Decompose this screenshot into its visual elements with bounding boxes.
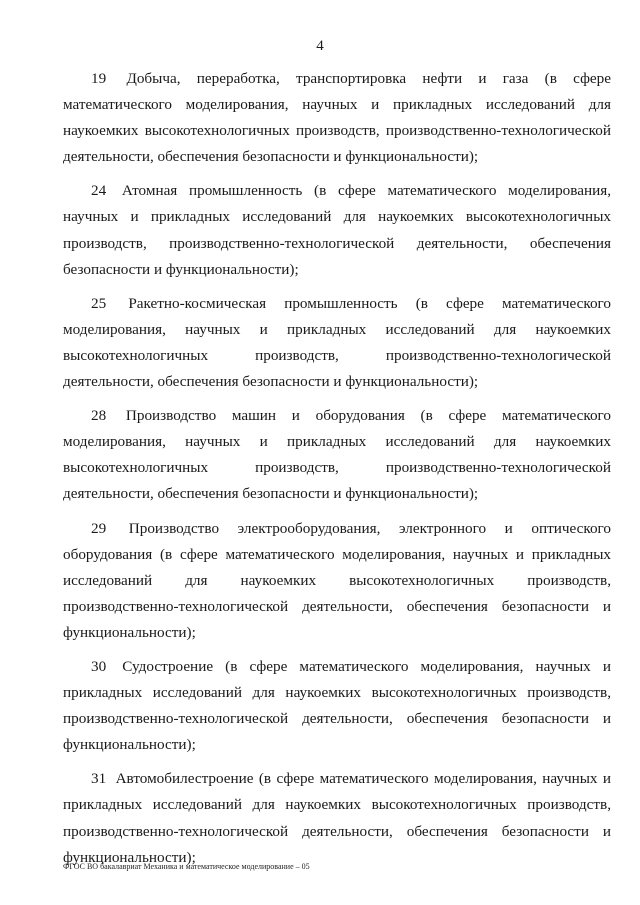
entry-text: Автомобилестроение (в сфере математического моделирования, научных и прикладных исследований для наукоемких высокотехнологичных производств, производственно-технологической деятельности, обеспечения безопасности и функциональности); (63, 770, 612, 866)
entry-paragraph (63, 291, 611, 395)
entry-text: Судостроение (в сфере математического моделирования, научных и прикладных исследований для наукоемких высокотехнологичных производств, производственно-технологической деятельности, обеспечения безопасности и функциональности); (63, 657, 612, 754)
page-number: 4 (316, 38, 324, 54)
entry-paragraph (63, 403, 611, 507)
entry-text: Производство машин и оборудования (в сфере математического моделирования, научных и прикладных исследований для наукоемких высокотехнологичных производств, производственно-технологической деятельности, обеспечения безопасности и функциональности); (63, 407, 611, 503)
entry-paragraph (63, 516, 611, 646)
entry-text: Добыча, переработка, транспортировка нефти и газа (в сфере математического моделирования, научных и прикладных исследований для наукоемких высокотехнологичных производств, производственно-технологической деятельности, обеспечения безопасности и функциональности); (63, 70, 611, 166)
entry-code: 19 (91, 70, 107, 87)
entry-code: 30 (91, 657, 107, 675)
entry-code: 29 (91, 519, 107, 537)
entry-paragraph (63, 178, 611, 282)
entry-text: Производство электрооборудования, электронного и оптического оборудования (в сфере математического моделирования, научных и прикладных исследований для наукоемких высокотехнологичных производств, производственно-технологической деятельности, обеспечения безопасности и функциональности); (63, 519, 611, 641)
entry-text: Атомная промышленность (в сфере математического моделирования, научных и прикладных исследований для наукоемких высокотехнологичных производств, производственно-технологической деятельности, обеспечения безопасности и функциональности); (63, 182, 612, 278)
entry-paragraph (63, 654, 611, 758)
entry-paragraph (63, 766, 611, 870)
entry-code: 25 (91, 294, 107, 312)
entry-code: 31 (91, 770, 107, 788)
document-body (63, 66, 611, 871)
entry-code: 28 (91, 407, 107, 425)
entry-code: 24 (91, 182, 107, 200)
entry-text: Ракетно-космическая промышленность (в сфере математического моделирования, научных и прикладных исследований для наукоемких высокотехнологичных производств, производственно-технологической деятельности, обеспечения безопасности и функциональности); (63, 294, 612, 391)
entry-paragraph (63, 66, 611, 170)
page-footer: ФГОС ВО бакалавриат Механика и математическое моделирование – 05 (63, 862, 310, 871)
